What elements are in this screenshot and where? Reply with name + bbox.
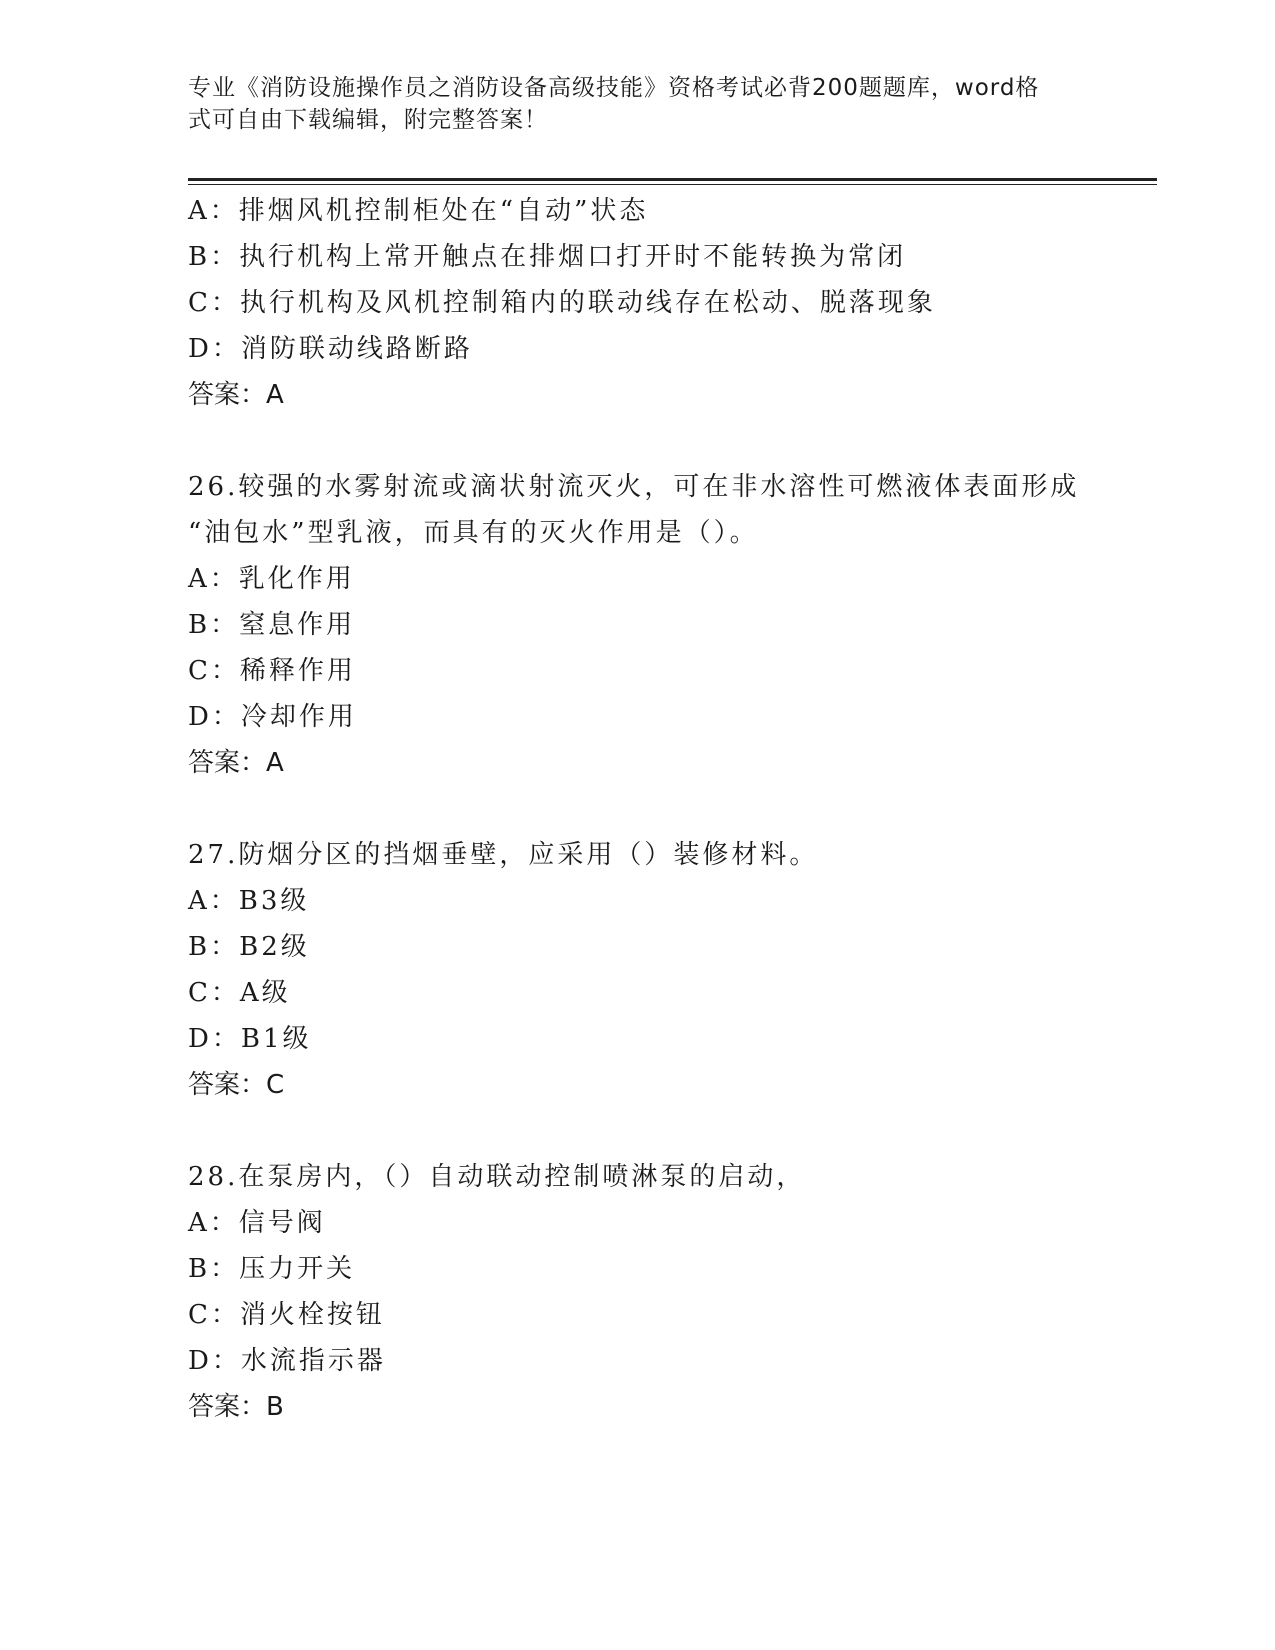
question-stem-continued: “油包水”型乳液，而具有的灭火作用是（）。	[188, 518, 759, 548]
header-line-1: 专业《消防设施操作员之消防设备高级技能》资格考试必背200题题库，word格	[188, 75, 1040, 101]
option-b: B：窒息作用	[188, 610, 356, 640]
option-c: C：执行机构及风机控制箱内的联动线存在松动、脱落现象	[188, 288, 936, 318]
option-b: B：压力开关	[188, 1254, 356, 1284]
question-26-block	[188, 464, 1148, 786]
option-d: D：水流指示器	[188, 1346, 386, 1376]
question-stem: 28.在泵房内，（）自动联动控制喷淋泵的启动，	[188, 1162, 806, 1192]
header-line-2: 式可自由下载编辑，附完整答案！	[188, 107, 548, 133]
question-list	[188, 188, 1148, 1476]
option-c: C：A级	[188, 978, 291, 1008]
option-b: B：B2级	[188, 932, 310, 962]
question-25-block	[188, 188, 1148, 418]
option-d: D：B1级	[188, 1024, 312, 1054]
document-header	[188, 72, 1088, 136]
option-a: A：排烟风机控制柜处在“自动”状态	[188, 196, 649, 226]
answer-line: 答案：A	[188, 748, 284, 778]
option-a: A：B3级	[188, 886, 310, 916]
header-divider-thick	[188, 178, 1157, 181]
option-d: D：消防联动线路断路	[188, 334, 473, 364]
option-b: B：执行机构上常开触点在排烟口打开时不能转换为常闭	[188, 242, 907, 272]
header-divider-thin	[188, 184, 1157, 185]
option-a: A：信号阀	[188, 1208, 326, 1238]
answer-line: 答案：C	[188, 1070, 285, 1100]
option-c: C：稀释作用	[188, 656, 356, 686]
option-a: A：乳化作用	[188, 564, 355, 594]
option-d: D：冷却作用	[188, 702, 357, 732]
option-c: C：消火栓按钮	[188, 1300, 385, 1330]
question-27-block	[188, 832, 1148, 1108]
answer-line: 答案：B	[188, 1392, 284, 1422]
question-stem: 26.较强的水雾射流或滴状射流灭火，可在非水溶性可燃液体表面形成	[188, 472, 1080, 502]
answer-line: 答案：A	[188, 380, 284, 410]
question-stem: 27.防烟分区的挡烟垂壁，应采用（）装修材料。	[188, 840, 819, 870]
question-28-block	[188, 1154, 1148, 1430]
